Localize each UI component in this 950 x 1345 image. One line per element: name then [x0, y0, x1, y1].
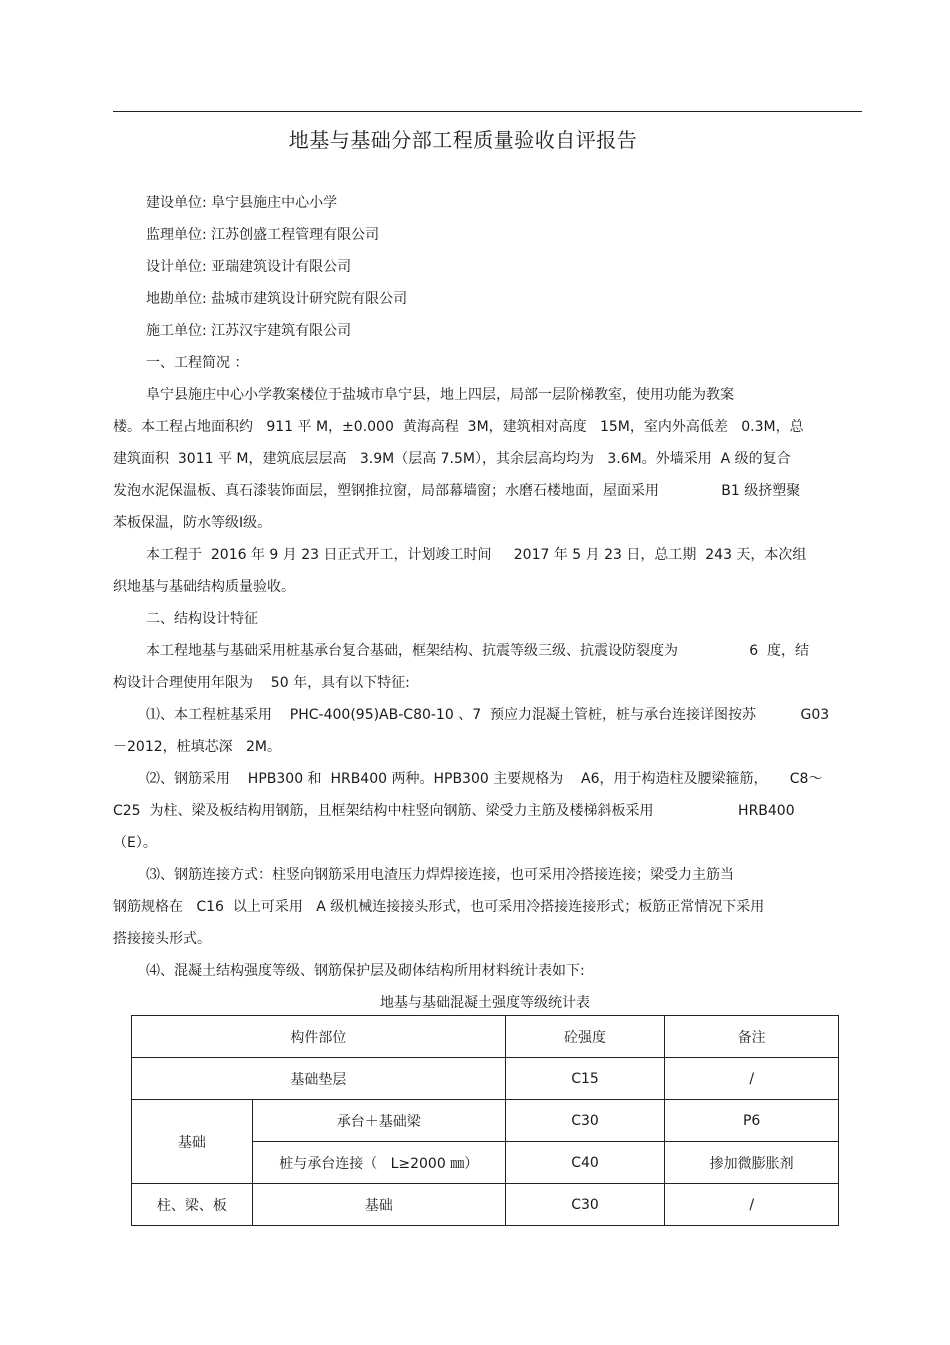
overview-line: 楼。本工程占地面积约 911 平 M，±0.000 黄海高程 3M，建筑相对高度 15M，室内外高低差 0.3M，总: [113, 419, 804, 435]
section1-heading: 一、工程简况 ：: [146, 355, 249, 371]
schedule-line: 本工程于 2016 年 9 月 23 日正式开工，计划竣工时间 2017 年 5 月 23 日，总工期 243 天，本次组: [146, 547, 807, 563]
header-strength: 砼强度: [505, 1016, 665, 1058]
overview-line: 阜宁县施庄中心小学教案楼位于盐城市阜宁县，地上四层，局部一层阶梯教室，使用功能为教案: [146, 387, 734, 403]
unit-design: 设计单位: 亚瑞建筑设计有限公司: [146, 259, 352, 275]
section2-heading: 二、结构设计特征: [146, 611, 258, 627]
feature-item-2: （E）。: [113, 835, 157, 851]
overview-line: 发泡水泥保温板、真石漆装饰面层，塑钢推拉窗，局部幕墙窗；水磨石楼地面，屋面采用 B1 级挤塑聚: [113, 483, 801, 499]
feature-item-3: 钢筋规格在 C16 以上可采用 A 级机械连接接头形式，也可采用冷搭接连接形式；板筋正常情况下采用: [113, 899, 765, 915]
header-part: 构件部位: [132, 1016, 506, 1058]
cell-strength: C30: [505, 1100, 665, 1142]
cell-part: 承台＋基础梁: [252, 1100, 505, 1142]
cell-strength: C40: [505, 1142, 665, 1184]
feature-item-4: ⑷、混凝土结构强度等级、钢筋保护层及砌体结构所用材料统计表如下:: [146, 963, 585, 979]
feature-item-1: －2012，桩填芯深 2M。: [113, 739, 281, 755]
unit-construction: 建设单位: 阜宁县施庄中心小学: [146, 195, 338, 211]
feature-item-1: ⑴、本工程桩基采用 PHC-400(95)AB-C80-10 、7 预应力混凝土管桩，桩与承台连接详图按苏 G03: [146, 707, 830, 723]
table-caption: 地基与基础混凝土强度等级统计表: [380, 995, 590, 1011]
cell-strength: C15: [505, 1058, 665, 1100]
table-row: [132, 1058, 839, 1100]
feature-item-2: ⑵、钢筋采用 HPB300 和 HRB400 两种。HPB300 主要规格为 A6，用于构造柱及腰梁箍筋， C8～: [146, 771, 823, 787]
unit-contractor: 施工单位: 江苏汉宇建筑有限公司: [146, 323, 352, 339]
cell-note: P6: [665, 1100, 839, 1142]
page-title: 地基与基础分部工程质量验收自评报告: [288, 128, 638, 152]
feature-item-3: ⑶、钢筋连接方式：柱竖向钢筋采用电渣压力焊焊接连接，也可采用冷搭接连接；梁受力主筋当: [146, 867, 734, 883]
feature-item-3: 搭接接头形式。: [113, 931, 211, 947]
header-note: 备注: [665, 1016, 839, 1058]
cell-strength: C30: [505, 1184, 665, 1226]
cell-note: /: [665, 1058, 839, 1100]
top-rule: [113, 111, 862, 112]
cell-part: 基础: [252, 1184, 505, 1226]
table-row: [132, 1100, 839, 1142]
concrete-strength-table: [131, 1015, 839, 1226]
unit-survey: 地勘单位: 盐城市建筑设计研究院有限公司: [146, 291, 408, 307]
schedule-line: 织地基与基础结构质量验收。: [113, 579, 295, 595]
cell-group: 柱、梁、板: [132, 1184, 253, 1226]
table-row: [132, 1184, 839, 1226]
structure-intro-line: 构设计合理使用年限为 50 年，具有以下特征:: [113, 675, 410, 691]
cell-part: 基础垫层: [132, 1058, 506, 1100]
table-header-row: [132, 1016, 839, 1058]
overview-line: 建筑面积 3011 平 M，建筑底层层高 3.9M（层高 7.5M），其余层高均均为 3.6M。外墙采用 A 级的复合: [113, 451, 791, 467]
overview-line: 苯板保温，防水等级Ⅰ级。: [113, 515, 272, 531]
feature-item-2: C25 为柱、梁及板结构用钢筋，且框架结构中柱竖向钢筋、梁受力主筋及楼梯斜板采用 HRB400: [113, 803, 795, 819]
cell-note: /: [665, 1184, 839, 1226]
structure-intro-line: 本工程地基与基础采用桩基承台复合基础，框架结构、抗震等级三级、抗震设防裂度为 6 度，结: [146, 643, 810, 659]
cell-group: 基础: [132, 1100, 253, 1184]
cell-part: 桩与承台连接（ L≥2000 ㎜）: [252, 1142, 505, 1184]
cell-note: 掺加微膨胀剂: [665, 1142, 839, 1184]
unit-supervision: 监理单位: 江苏创盛工程管理有限公司: [146, 227, 380, 243]
